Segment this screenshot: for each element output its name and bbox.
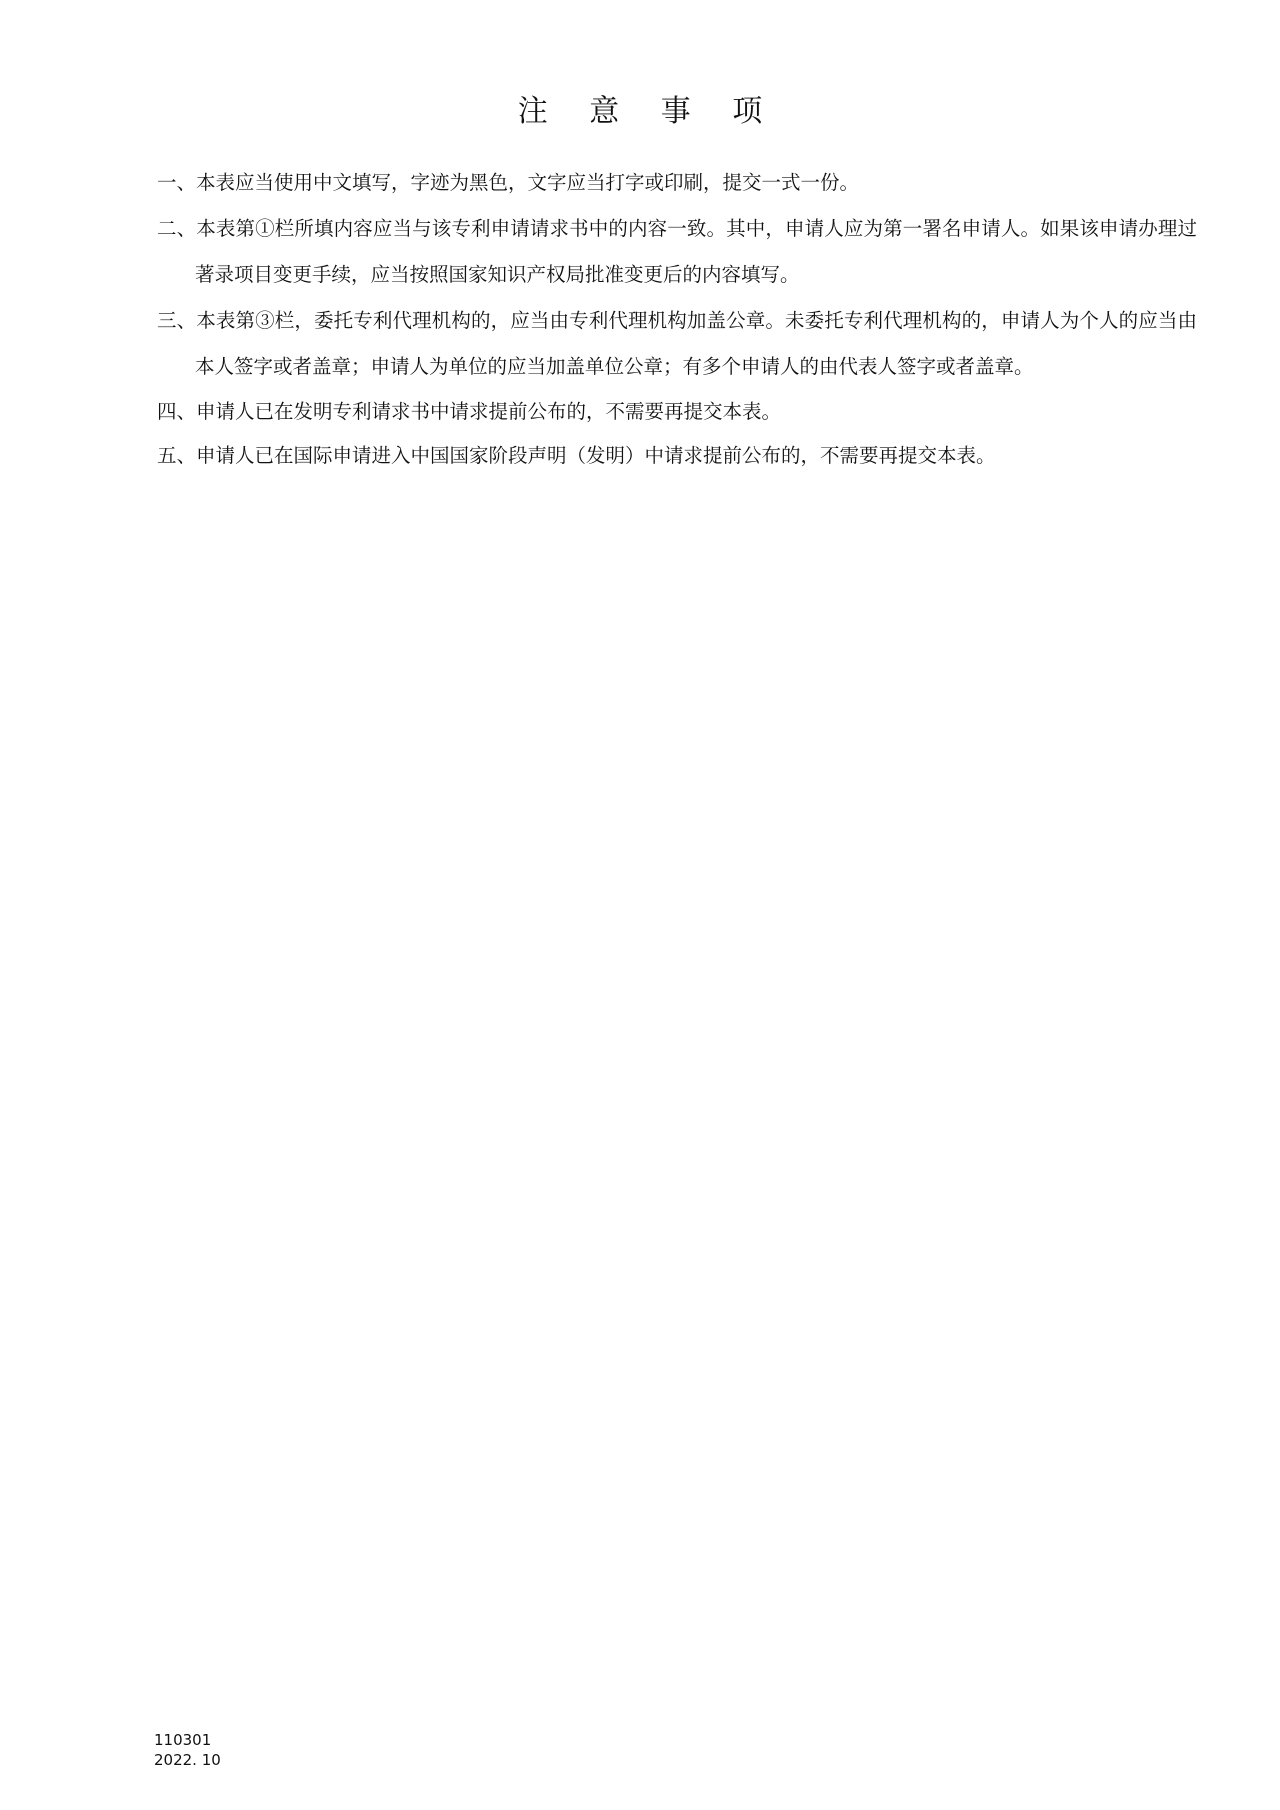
note-item-1: 一、本表应当使用中文填写，字迹为黑色，文字应当打字或印刷，提交一式一份。 [157,171,860,194]
form-footer [154,1730,221,1770]
page-title: 注 意 事 项 [517,94,779,129]
note-item-5: 五、申请人已在国际申请进入中国国家阶段声明（发明）中请求提前公布的，不需要再提交本表。 [157,444,996,467]
note-item-4: 四、申请人已在发明专利请求书中请求提前公布的，不需要再提交本表。 [157,400,782,423]
notes-list [157,160,1197,478]
form-code: 110301 [154,1731,212,1749]
note-item-2: 二、本表第①栏所填内容应当与该专利申请请求书中的内容一致。其中，申请人应为第一署名申请人。如果该申请办理过著录项目变更手续，应当按照国家知识产权局批准变更后的内容填写。 [157,217,1197,286]
form-version: 2022. 10 [154,1751,221,1769]
note-item-3: 三、本表第③栏，委托专利代理机构的，应当由专利代理机构加盖公章。未委托专利代理机构的，申请人为个人的应当由本人签字或者盖章；申请人为单位的应当加盖单位公章；有多个申请人的由代表人签字或者盖章。 [157,309,1197,378]
